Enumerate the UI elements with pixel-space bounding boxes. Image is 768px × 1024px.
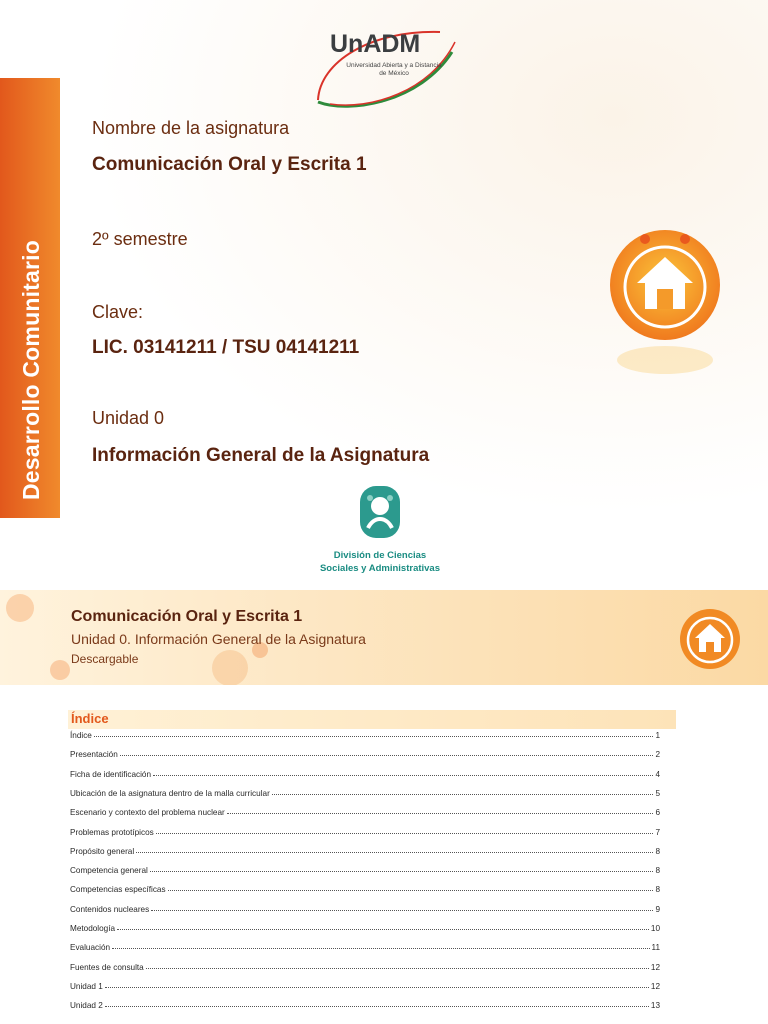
toc-entry-page: 12	[650, 981, 660, 991]
toc-entry-label: Unidad 1	[70, 981, 103, 991]
toc-leader-dots	[117, 929, 649, 930]
toc-entry[interactable]	[70, 842, 660, 856]
toc-entry-label: Metodología	[70, 924, 116, 933]
toc-entry-page: 12	[650, 962, 660, 972]
subject-name: Comunicación Oral y Escrita 1	[92, 154, 367, 175]
program-name: Desarrollo Comunitario	[18, 240, 44, 500]
unadm-logo	[310, 22, 460, 108]
toc-entry-label: Competencia general	[70, 866, 148, 876]
toc-leader-dots	[136, 852, 653, 853]
toc-leader-dots	[112, 948, 649, 949]
toc-leader-dots	[153, 775, 653, 776]
community-house-icon	[605, 225, 725, 385]
toc-leader-dots	[168, 890, 654, 891]
toc-entry[interactable]	[70, 726, 660, 740]
semester: 2º semestre	[92, 229, 188, 249]
toc-leader-dots	[150, 871, 654, 872]
logo-name: UnADM	[330, 30, 421, 58]
toc-leader-dots	[105, 987, 649, 988]
toc-entry-label: Problemas prototípicos	[70, 827, 154, 837]
toc-entry-page: 6	[655, 808, 660, 818]
division-line-1: División de Ciencias	[333, 550, 427, 561]
toc-title: Índice	[71, 711, 109, 726]
division-line-2: Sociales y Administrativas	[319, 563, 441, 574]
toc-entry-page: 2	[655, 750, 660, 760]
toc-entry[interactable]	[70, 765, 660, 779]
toc-entry-label: Evaluación	[70, 943, 111, 953]
toc-entry[interactable]	[70, 938, 660, 952]
toc-leader-dots	[120, 755, 654, 756]
division-logo	[305, 484, 455, 574]
toc-entry[interactable]	[70, 996, 660, 1010]
banner-house-icon	[675, 602, 745, 672]
toc-entry[interactable]	[70, 958, 660, 972]
toc-entry-label: Fuentes de consulta	[70, 962, 144, 972]
banner-subtitle: Unidad 0. Información General de la Asignatura	[71, 631, 366, 647]
toc-leader-dots	[146, 968, 649, 969]
banner-download-label: Descargable	[71, 652, 139, 666]
toc-entry-page: 9	[655, 904, 660, 914]
toc-entry[interactable]	[70, 803, 660, 817]
toc-entry[interactable]	[70, 880, 660, 894]
toc-entry-page: 13	[650, 1001, 660, 1011]
toc-entry-page: 8	[655, 846, 660, 856]
banner-title: Comunicación Oral y Escrita 1	[71, 608, 303, 625]
subject-label: Nombre de la asignatura	[92, 118, 290, 138]
toc-leader-dots	[156, 833, 654, 834]
toc-entry-page: 7	[655, 827, 660, 837]
division-emblem-icon	[354, 484, 406, 540]
toc-entry[interactable]	[70, 900, 660, 914]
document-banner	[0, 590, 768, 685]
toc-leader-dots	[227, 813, 654, 814]
toc-entry-label: Propósito general	[70, 846, 135, 856]
toc-entry-label: Índice	[70, 731, 92, 740]
toc-entry[interactable]	[70, 919, 660, 933]
toc-entry[interactable]	[70, 823, 660, 837]
toc-entry-page: 8	[655, 866, 660, 876]
toc-entry-label: Competencias específicas	[70, 885, 166, 895]
toc-entry-label: Contenidos nucleares	[70, 904, 150, 914]
toc-leader-dots	[151, 910, 653, 911]
unit-label: Unidad 0	[92, 408, 165, 428]
toc-entry-label: Ubicación de la asignatura dentro de la malla curricular	[70, 788, 270, 798]
toc-entry-page: 4	[655, 769, 660, 779]
toc-entry-page: 1	[655, 731, 660, 740]
toc-leader-dots	[94, 736, 654, 737]
toc-entry[interactable]	[70, 745, 660, 759]
toc-entry-label: Escenario y contexto del problema nuclear	[70, 808, 225, 818]
toc-entry-page: 5	[655, 788, 660, 798]
toc-entry-page: 11	[651, 943, 660, 953]
key-value: LIC. 03141211 / TSU 04141211	[92, 337, 360, 358]
unit-name: Información General de la Asignatura	[92, 445, 430, 466]
toc-entry[interactable]	[70, 784, 660, 798]
key-label: Clave:	[92, 302, 144, 322]
toc-leader-dots	[272, 794, 654, 795]
toc-entry[interactable]	[70, 977, 660, 991]
toc-entry-label: Ficha de identificación	[70, 769, 152, 779]
toc-leader-dots	[105, 1006, 649, 1007]
table-of-contents	[0, 705, 768, 1024]
toc-entry-label: Presentación	[70, 750, 118, 760]
toc-entry[interactable]	[70, 861, 660, 875]
toc-entry-label: Unidad 2	[70, 1001, 103, 1011]
toc-entry-page: 10	[650, 924, 660, 933]
toc-entry-page: 8	[655, 885, 660, 895]
logo-subtitle: Universidad Abierta y a Distancia de México	[346, 62, 442, 77]
